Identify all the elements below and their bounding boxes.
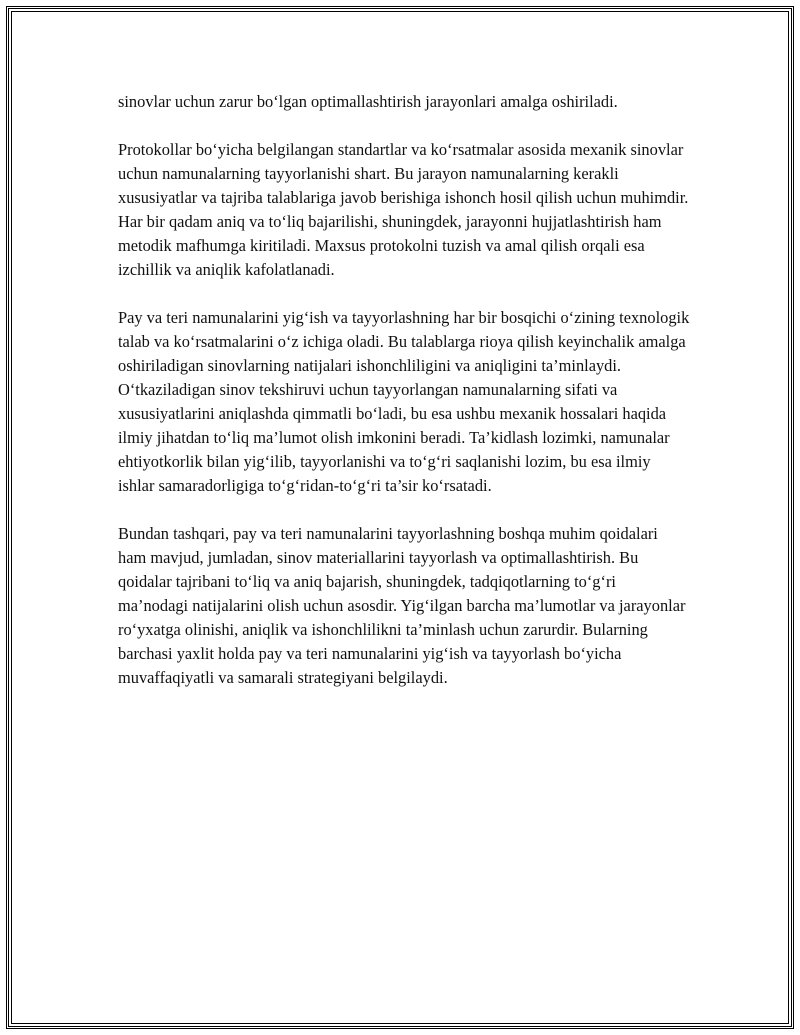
paragraph-preparation-rules: Bundan tashqari, pay va teri namunalarini tayyorlashning boshqa muhim qoidalari ham mavjud, jumladan, sinov materiallarini tayyorlash va optimallashtirish. Bu qoidalar tajribani to‘liq va aniq bajarish, shuningdek, tadqiqotlarning to‘g‘ri ma’nodagi natijalarini olish uchun asosdir. Yig‘ilgan barcha ma’lumotlar va jarayonlar ro‘yxatga olinishi, aniqlik va ishonchlilikni ta’minlash uchun zarurdir. Bularning barchasi yaxlit holda pay va teri namunalarini yig‘ish va tayyorlash bo‘yicha muvaffaqiyatli va samarali strategiyani belgilaydi. bbox=[118, 524, 686, 687]
paragraph-continuation: sinovlar uchun zarur bo‘lgan optimallashtirish jarayonlari amalga oshiriladi. bbox=[118, 92, 618, 111]
paragraph-protocols: Protokollar bo‘yicha belgilangan standartlar va ko‘rsatmalar asosida mexanik sinovlar uchun namunalarning tayyorlanishi shart. Bu jarayon namunalarning kerakli xususiyatlar va tajriba talablariga javob berishiga ishonch hosil qilish uchun muhimdir. Har bir qadam aniq va to‘liq bajarilishi, shuningdek, jarayonni hujjatlashtirish ham metodik mafhumga kiritiladi. Maxsus protokolni tuzish va amal qilish orqali esa izchillik va aniqlik kafolatlanadi. bbox=[118, 140, 689, 279]
paragraph-sample-collection: Pay va teri namunalarini yig‘ish va tayyorlashning har bir bosqichi o‘zining texnologik talab va ko‘rsatmalarini o‘z ichiga oladi. Bu talablarga rioya qilish keyinchalik amalga oshiriladigan sinovlarning natijalari ishonchliligini va aniqligini ta’minlaydi. O‘tkaziladigan sinov tekshiruvi uchun tayyorlangan namunalarning sifati va xususiyatlarini aniqlashda qimmatli bo‘ladi, bu esa ushbu mexanik hossalari haqida ilmiy jihatdan to‘liq ma’lumot olish imkonini beradi. Ta’kidlash lozimki, namunalar ehtiyotkorlik bilan yig‘ilib, tayyorlanishi va to‘g‘ri saqlanishi lozim, bu esa ilmiy ishlar samaradorligiga to‘g‘ridan-to‘g‘ri ta’sir ko‘rsatadi. bbox=[118, 308, 690, 495]
document-body bbox=[118, 90, 690, 714]
